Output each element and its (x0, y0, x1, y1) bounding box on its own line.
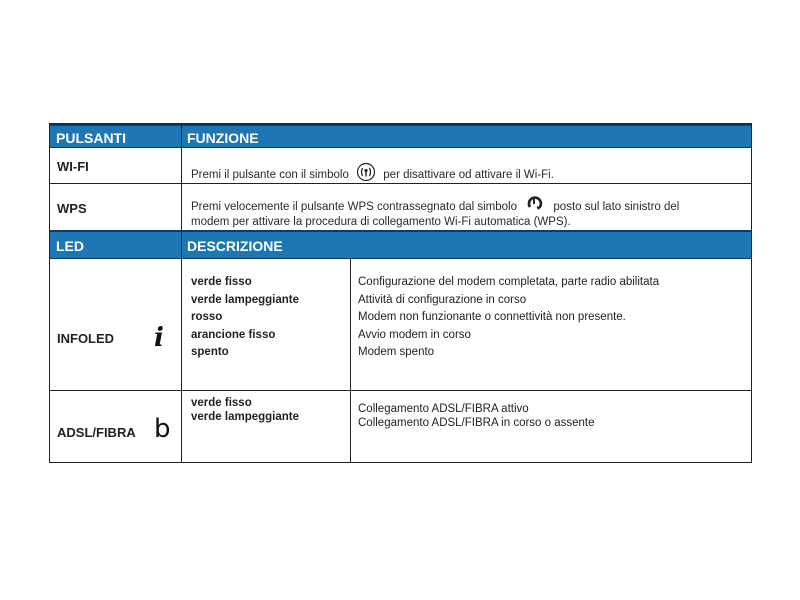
row-label-adsl: ADSL/FIBRA (57, 425, 136, 440)
column-divider (181, 124, 182, 462)
adsl-description: Collegamento ADSL/FIBRA in corso o assente (358, 417, 595, 429)
row-divider (50, 183, 751, 184)
wifi-text-before: Premi il pulsante con il simbolo (191, 169, 349, 181)
wps-text-line2: modem per attivare la procedura di collegamento Wi-Fi automatica (WPS). (191, 216, 571, 228)
infoled-description: Avvio modem in corso (358, 328, 471, 341)
infoled-state: verde lampeggiante (191, 293, 300, 306)
infoled-description: Modem spento (358, 346, 435, 358)
infoled-state: verde fisso (191, 276, 252, 288)
wifi-text-after: per disattivare od attivare il Wi-Fi. (383, 169, 554, 181)
row-label-wifi: WI-FI (57, 159, 89, 174)
infoled-states (191, 274, 299, 362)
wps-icon (526, 195, 544, 218)
wps-description (191, 192, 679, 230)
header-col-pulsanti: PULSANTI (56, 130, 126, 146)
infoled-state: rosso (191, 311, 223, 323)
table-header-led (50, 230, 751, 259)
header-col-funzione: FUNZIONE (187, 130, 259, 146)
adsl-state: verde fisso (191, 397, 252, 409)
wps-text-line1-before: Premi velocemente il pulsante WPS contrassegnato dal simbolo (191, 201, 517, 213)
header-col-descrizione: DESCRIZIONE (187, 238, 283, 254)
row-divider (50, 390, 751, 391)
infoled-description: Modem non funzionante o connettività non presente. (358, 311, 626, 323)
infoled-state: spento (191, 346, 229, 358)
adsl-description: Collegamento ADSL/FIBRA attivo (358, 403, 529, 415)
adsl-states (191, 396, 299, 424)
wps-text-line1-after: posto sul lato sinistro del (553, 201, 680, 213)
infoled-description: Attività di configurazione in corso (358, 293, 527, 306)
info-icon: i (154, 323, 164, 353)
adsl-state: verde lampeggiante (191, 411, 300, 423)
row-label-infoled: INFOLED (57, 331, 115, 346)
table-row-adsl (50, 391, 751, 462)
table-header-pulsanti (50, 124, 751, 148)
infoled-descriptions (358, 274, 659, 362)
wifi-description (191, 158, 554, 183)
led-button-table (49, 123, 752, 463)
adsl-icon: b (154, 414, 171, 444)
table-row-wifi (50, 148, 751, 184)
column-divider (350, 259, 351, 462)
table-row-infoled (50, 259, 751, 391)
row-label-wps: WPS (57, 201, 87, 216)
infoled-description: Configurazione del modem completata, parte radio abilitata (358, 276, 660, 288)
header-col-led: LED (56, 238, 84, 254)
infoled-state: arancione fisso (191, 328, 276, 341)
table-row-wps (50, 184, 751, 230)
adsl-descriptions (358, 402, 595, 430)
